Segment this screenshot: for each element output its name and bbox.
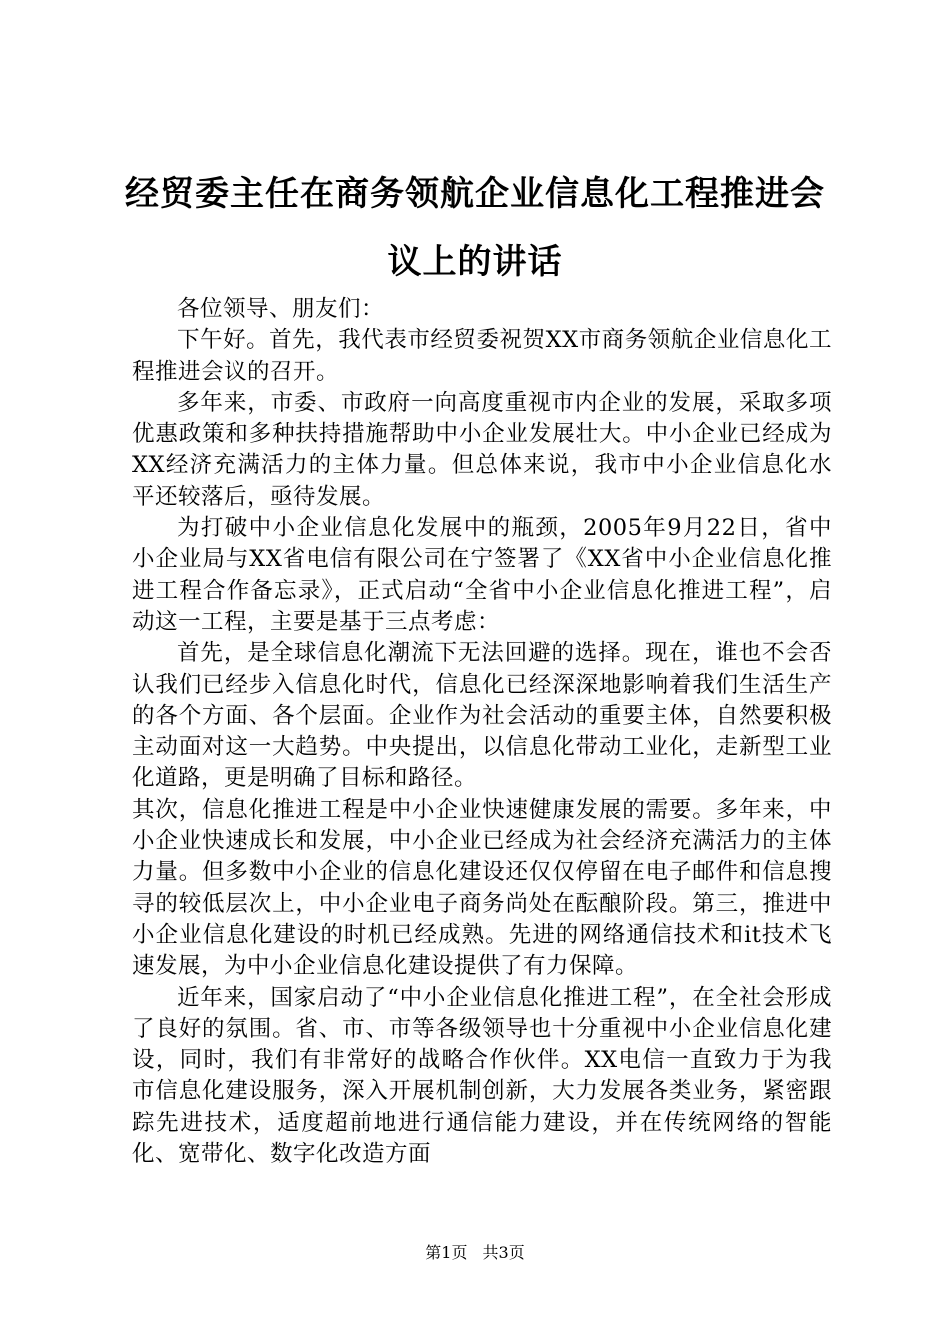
paragraph-recent-years: 近年来，国家启动了“中小企业信息化推进工程”，在全社会形成了良好的氛围。省、市、市等各级领导也十分重视中小企业信息化建设，同时，我们有非常好的战略合作伙伴。XX电信一直致力于为我市信息化建设服务，深入开展机制创新，大力发展各类业务，紧密跟踪先进技术，适度超前地进行通信能力建设，并在传统网络的智能化、宽带化、数字化改造方面 bbox=[132, 984, 832, 1168]
paragraph-greeting: 各位领导、朋友们： bbox=[177, 296, 385, 322]
document-body bbox=[132, 294, 832, 1170]
paragraph-background: 多年来，市委、市政府一向高度重视市内企业的发展，采取多项优惠政策和多种扶持措施帮助中小企业发展壮大。中小企业已经成为XX经济充满活力的主体力量。但总体来说，我市中小企业信息化水平还较落后，亟待发展。 bbox=[132, 389, 832, 510]
paragraph-opening: 下午好。首先，我代表市经贸委祝贺XX市商务领航企业信息化工程推进会议的召开。 bbox=[132, 327, 832, 385]
paragraph-first-reason: 首先，是全球信息化潮流下无法回避的选择。现在，谁也不会否认我们已经步入信息化时代，信息化已经深深地影响着我们生活生产的各个方面、各个层面。企业作为社会活动的重要主体，自然要积极主动面对这一大趋势。中央提出，以信息化带动工业化，走新型工业化道路，更是明确了目标和路径。 bbox=[132, 640, 832, 792]
page-total: 共3页 bbox=[482, 1243, 525, 1262]
document-title: 经贸委主任在商务领航企业信息化工程推进会议上的讲话 bbox=[125, 174, 825, 282]
page-footer bbox=[0, 1243, 950, 1263]
paragraph-second-reason: 其次，信息化推进工程是中小企业快速健康发展的需要。多年来，中小企业快速成长和发展，中小企业已经成为社会经济充满活力的主体力量。但多数中小企业的信息化建设还仅仅停留在电子邮件和信息搜寻的较低层次上，中小企业电子商务尚处在酝酿阶段。第三，推进中小企业信息化建设的时机已经成熟。先进的网络通信技术和it技术飞速发展，为中小企业信息化建设提供了有力保障。 bbox=[132, 796, 832, 980]
paragraph-launch: 为打破中小企业信息化发展中的瓶颈，2005年9月22日，省中小企业局与XX省电信有限公司在宁签署了《XX省中小企业信息化推进工程合作备忘录》，正式启动“全省中小企业信息化推进工程”，启动这一工程，主要是基于三点考虑： bbox=[132, 515, 832, 635]
page-number: 第1页 bbox=[425, 1243, 468, 1262]
